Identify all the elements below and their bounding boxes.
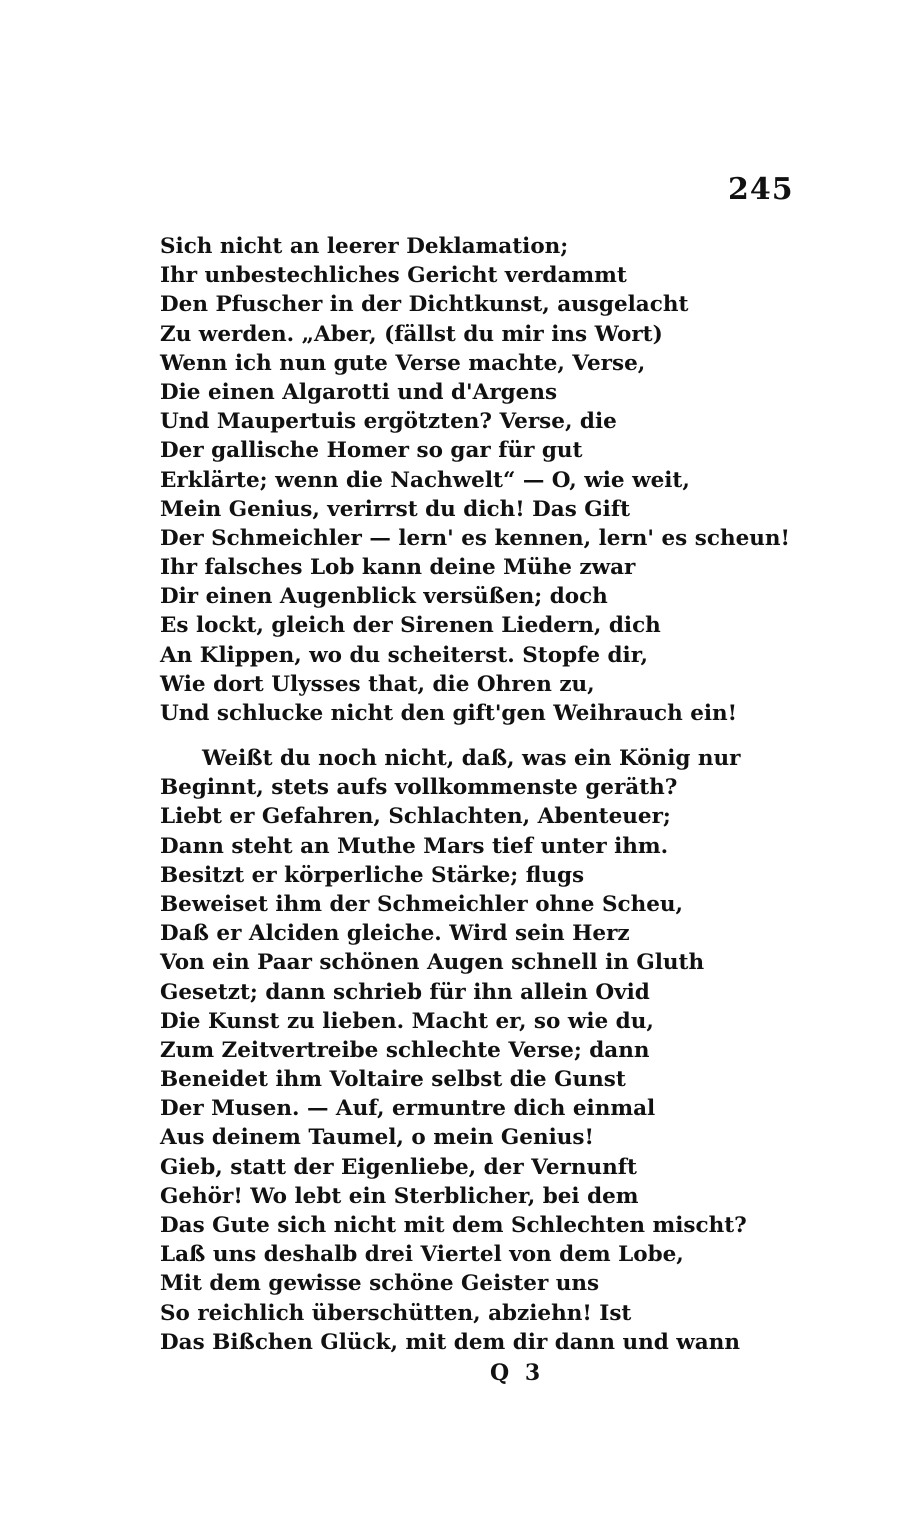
verse-line: Es lockt, gleich der Sirenen Liedern, dich xyxy=(160,613,661,639)
verse-line: Und schlucke nicht den gift'gen Weihrauch ein! xyxy=(160,701,738,726)
verse-line: Der Musen. — Auf, ermuntre dich einmal xyxy=(160,1096,656,1122)
verse-line: Die einen Algarotti und d'Argens xyxy=(160,379,558,405)
verse-line: Besitzt er körperliche Stärke; flugs xyxy=(160,862,585,888)
verse-line: Das Gute sich nicht mit dem Schlechten mischt? xyxy=(160,1213,747,1238)
verse-line: Den Pfuscher in der Dichtkunst, ausgelacht xyxy=(160,292,689,318)
verse-line: An Klippen, wo du scheiterst. Stopfe dir, xyxy=(160,642,648,668)
verse-line: Der gallische Homer so gar für gut xyxy=(160,438,583,464)
verse-line: Zu werden. „Aber, (fällst du mir ins Wort) xyxy=(160,321,663,347)
page-number: 245 xyxy=(728,172,794,207)
verse-line: Gehör! Wo lebt ein Sterblicher, bei dem xyxy=(160,1183,639,1209)
verse-line: Wie dort Ulysses that, die Ohren zu, xyxy=(160,671,595,697)
verse-line: Der Schmeichler — lern' es kennen, lern' es scheun! xyxy=(160,525,790,551)
verse-line: Beneidet ihm Voltaire selbst die Gunst xyxy=(160,1067,626,1093)
verse-line: Ihr falsches Lob kann deine Mühe zwar xyxy=(160,555,636,581)
verse-line: Und Maupertuis ergötzten? Verse, die xyxy=(160,409,617,435)
signature-mark: Q 3 xyxy=(490,1360,545,1386)
verse-line: Aus deinem Taumel, o mein Genius! xyxy=(160,1125,594,1151)
verse-line: Beweiset ihm der Schmeichler ohne Scheu, xyxy=(160,891,684,917)
verse-line: Erklärte; wenn die Nachwelt“ — O, wie weit, xyxy=(160,467,690,493)
verse-line: Mein Genius, verirrst du dich! Das Gift xyxy=(160,496,631,522)
verse-line: Gesetzt; dann schrieb für ihn allein Ovid xyxy=(160,979,650,1005)
verse-line: Weißt du noch nicht, daß, was ein König nur xyxy=(202,746,741,771)
verse-line: Von ein Paar schönen Augen schnell in Gluth xyxy=(160,950,705,976)
verse-line: Dir einen Augenblick versüßen; doch xyxy=(160,584,608,610)
verse-line: Gieb, statt der Eigenliebe, der Vernunft xyxy=(160,1154,637,1180)
verse-line: Wenn ich nun gute Verse machte, Verse, xyxy=(160,350,646,376)
verse-line: Dann steht an Muthe Mars tief unter ihm. xyxy=(160,833,669,859)
verse-line: Beginnt, stets aufs vollkommenste geräth? xyxy=(160,775,678,801)
verse-line: Ihr unbestechliches Gericht verdammt xyxy=(160,263,627,289)
stanza-1 xyxy=(160,232,800,728)
verse-line: Liebt er Gefahren, Schlachten, Abenteuer; xyxy=(160,804,671,830)
stanza-2 xyxy=(160,744,800,1357)
verse-line: Mit dem gewisse schöne Geister uns xyxy=(160,1271,600,1297)
verse-line: Daß er Alciden gleiche. Wird sein Herz xyxy=(160,921,630,947)
verse-line: So reichlich überschütten, abziehn! Ist xyxy=(160,1300,632,1326)
verse-line: Laß uns deshalb drei Viertel von dem Lobe, xyxy=(160,1242,684,1268)
verse-line: Sich nicht an leerer Deklamation; xyxy=(160,234,569,259)
verse-line: Die Kunst zu lieben. Macht er, so wie du, xyxy=(160,1008,654,1034)
verse-line: Zum Zeitvertreibe schlechte Verse; dann xyxy=(160,1037,650,1063)
verse-line: Das Bißchen Glück, mit dem dir dann und wann xyxy=(160,1329,740,1355)
